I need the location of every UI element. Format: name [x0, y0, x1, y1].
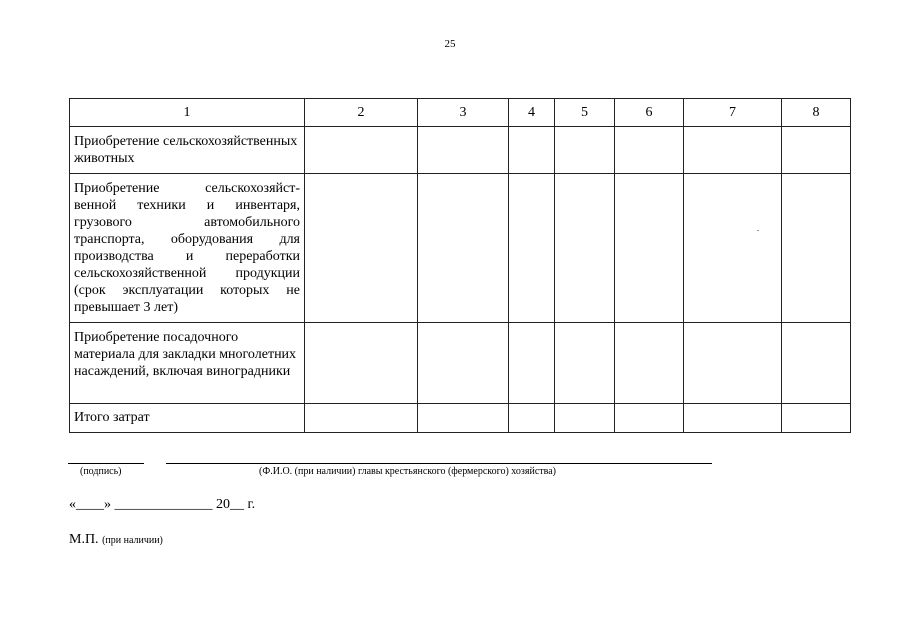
column-header: 7	[684, 99, 782, 127]
table-cell[interactable]	[509, 323, 555, 404]
signature-label: (подпись)	[80, 466, 122, 477]
table-cell[interactable]	[684, 404, 782, 433]
table-cell[interactable]	[418, 323, 509, 404]
scan-speck	[757, 230, 759, 231]
costs-table	[69, 98, 851, 433]
date-line[interactable]: «____» ______________ 20__ г.	[69, 497, 256, 512]
table-cell[interactable]	[509, 174, 555, 323]
table-cell[interactable]	[305, 404, 418, 433]
table-cell[interactable]	[305, 174, 418, 323]
row-label: Приобретение сельскохозяйственных животных	[74, 134, 298, 166]
table-cell[interactable]	[684, 174, 782, 323]
table-row	[70, 174, 851, 323]
table-cell[interactable]	[615, 323, 684, 404]
stamp-label: М.П.	[69, 532, 99, 547]
stamp-note: (при наличии)	[102, 535, 163, 546]
table-cell[interactable]	[418, 174, 509, 323]
row-label: Приобретение сельскохозяйст-венной техники и инвентаря, грузового автомобильного транспорта, оборудования для производства и переработки сельскохозяйственной продукции (срок эксплуатации которых не превышает 3 лет)	[74, 181, 300, 315]
table-cell[interactable]	[555, 323, 615, 404]
row-label: Итого затрат	[74, 410, 150, 425]
table-cell[interactable]	[782, 404, 851, 433]
table-cell[interactable]	[509, 404, 555, 433]
table-cell[interactable]	[684, 127, 782, 174]
column-header: 3	[418, 99, 509, 127]
signature-line[interactable]	[68, 463, 144, 464]
row-label: Приобретение посадочного материала для закладки многолетних насаждений, включая виноградники	[74, 330, 297, 379]
table-cell[interactable]	[782, 127, 851, 174]
column-header: 1	[70, 99, 305, 127]
table-cell[interactable]	[615, 127, 684, 174]
table-row	[70, 404, 851, 433]
table-cell[interactable]	[615, 174, 684, 323]
full-name-line[interactable]	[166, 463, 712, 464]
column-header: 5	[555, 99, 615, 127]
table-cell[interactable]	[555, 127, 615, 174]
column-header: 2	[305, 99, 418, 127]
table-cell[interactable]	[555, 404, 615, 433]
full-name-label: (Ф.И.О. (при наличии) главы крестьянского (фермерского) хозяйства)	[259, 466, 556, 477]
table-cell[interactable]	[684, 323, 782, 404]
table-row	[70, 323, 851, 404]
column-header: 8	[782, 99, 851, 127]
table-cell[interactable]	[509, 127, 555, 174]
table-cell[interactable]	[305, 323, 418, 404]
table-header-row	[70, 99, 851, 127]
page-number: 25	[444, 38, 456, 50]
table-cell[interactable]	[418, 404, 509, 433]
table-row	[70, 127, 851, 174]
table-cell[interactable]	[305, 127, 418, 174]
table-cell[interactable]	[418, 127, 509, 174]
table-cell[interactable]	[555, 174, 615, 323]
column-header: 6	[615, 99, 684, 127]
stamp-place	[69, 532, 163, 548]
table-cell[interactable]	[782, 323, 851, 404]
table-cell[interactable]	[782, 174, 851, 323]
table-cell[interactable]	[615, 404, 684, 433]
column-header: 4	[509, 99, 555, 127]
